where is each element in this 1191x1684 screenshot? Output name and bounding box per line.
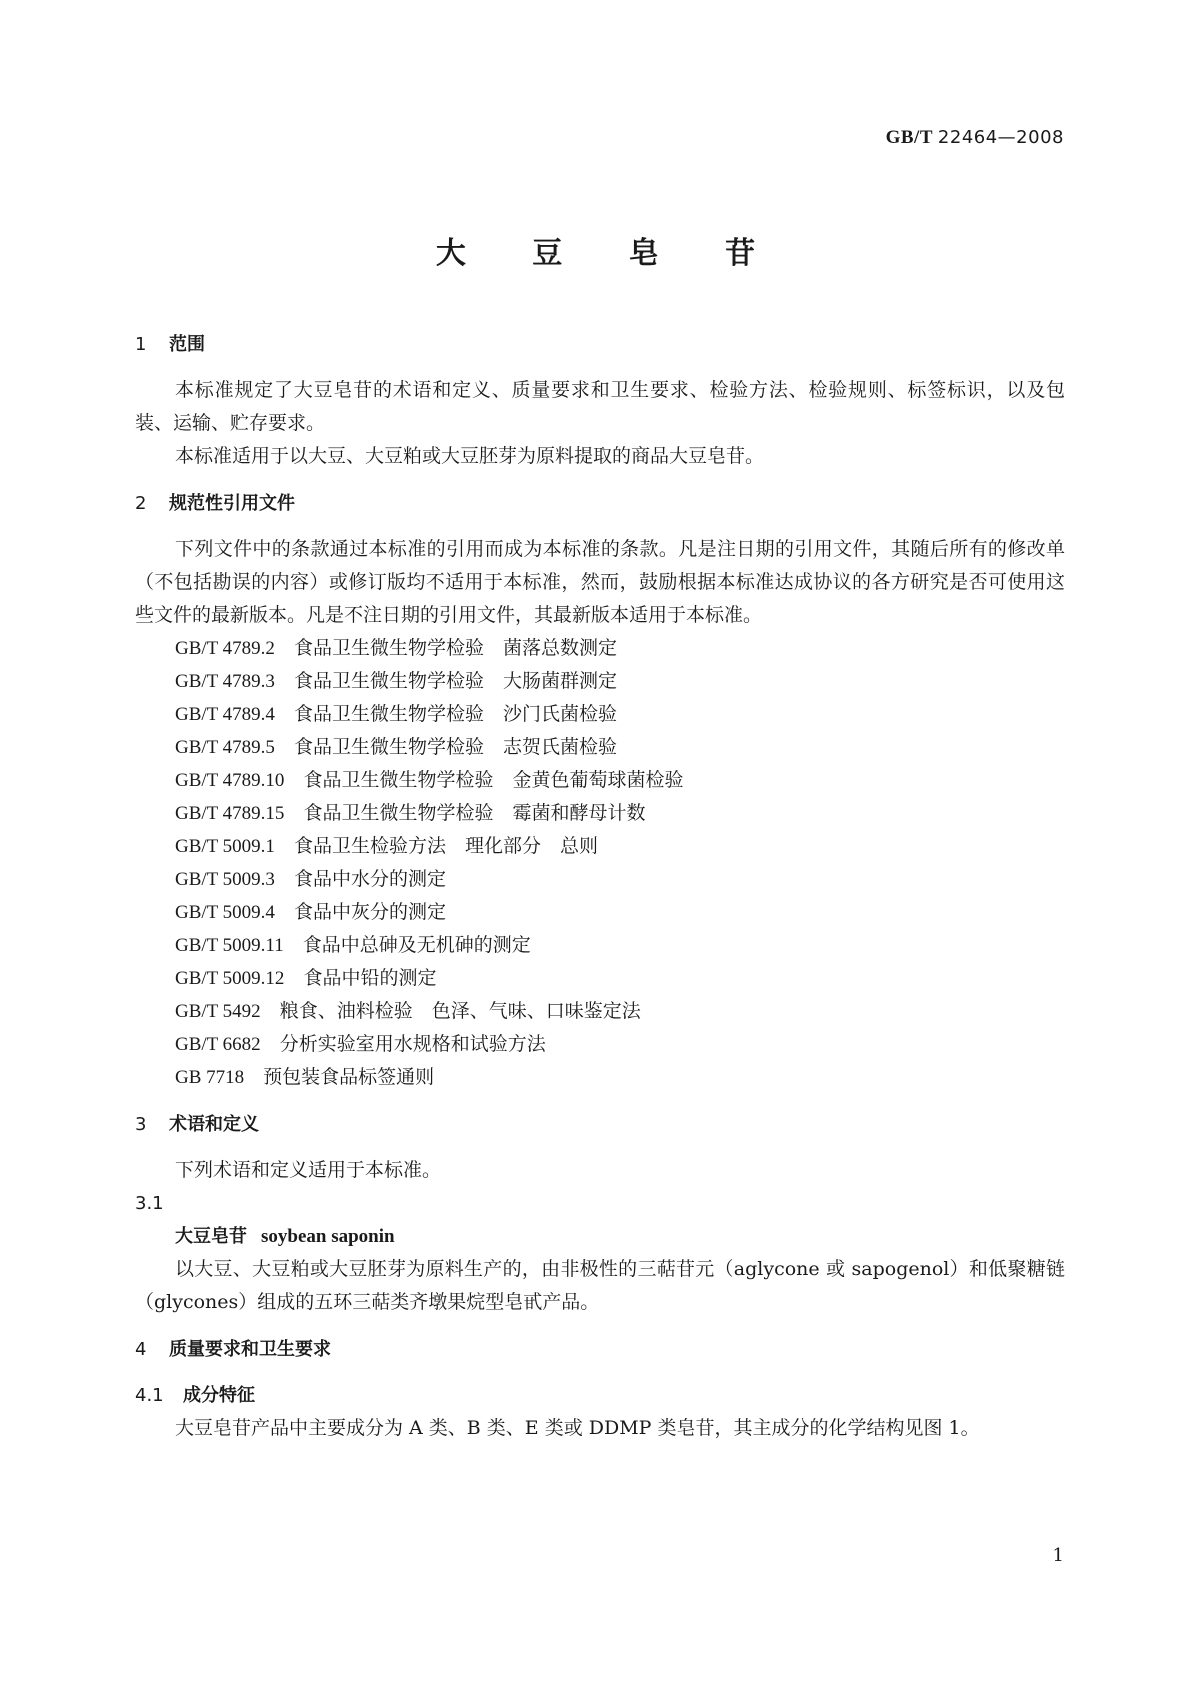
reference-item	[135, 929, 1065, 962]
term-english: soybean saponin	[261, 1226, 395, 1247]
reference-item	[135, 698, 1065, 731]
reference-title: 食品卫生微生物学检验 沙门氏菌检验	[293, 703, 617, 725]
section-number: 4	[135, 1339, 147, 1360]
section-1-heading	[135, 328, 1065, 361]
reference-code: GB/T 4789.5	[175, 737, 275, 758]
reference-title: 粮食、油料检验 色泽、气味、口味鉴定法	[279, 1000, 641, 1022]
reference-code: GB/T 5492	[175, 1001, 261, 1022]
reference-title: 食品卫生微生物学检验 志贺氏菌检验	[293, 736, 617, 758]
reference-title: 分析实验室用水规格和试验方法	[279, 1033, 546, 1055]
scope-paragraph-2: 本标准适用于以大豆、大豆粕或大豆胚芽为原料提取的商品大豆皂苷。	[175, 445, 765, 467]
document-body	[135, 328, 1065, 1445]
section-title: 规范性引用文件	[169, 493, 295, 514]
reference-item	[135, 896, 1065, 929]
section-number: 1	[135, 334, 147, 355]
reference-code: GB/T 5009.3	[175, 869, 275, 890]
reference-item	[135, 962, 1065, 995]
section-2-heading	[135, 487, 1065, 520]
reference-title: 食品卫生微生物学检验 菌落总数测定	[293, 637, 617, 659]
reference-code: GB/T 5009.11	[175, 935, 284, 956]
reference-code: GB/T 6682	[175, 1034, 261, 1055]
section-3-heading	[135, 1108, 1065, 1141]
reference-code: GB/T 4789.4	[175, 704, 275, 725]
page-number: 1	[1052, 1545, 1064, 1566]
reference-title: 食品卫生检验方法 理化部分 总则	[293, 835, 598, 857]
reference-title: 预包装食品标签通则	[263, 1066, 435, 1088]
subsection-4-1-heading	[135, 1379, 1065, 1412]
reference-item	[135, 1028, 1065, 1061]
reference-item	[135, 863, 1065, 896]
reference-item	[135, 995, 1065, 1028]
standard-code	[886, 127, 1064, 149]
section-number: 3	[135, 1114, 147, 1135]
references-intro: 下列文件中的条款通过本标准的引用而成为本标准的条款。凡是注日期的引用文件，其随后所有的修改单（不包括勘误的内容）或修订版均不适用于本标准，然而，鼓励根据本标准达成协议的各方研究是否可使用这些文件的最新版本。凡是不注日期的引用文件，其最新版本适用于本标准。	[135, 538, 1065, 626]
reference-code: GB/T 5009.4	[175, 902, 275, 923]
section-title: 术语和定义	[169, 1114, 259, 1135]
section-number: 2	[135, 493, 147, 514]
reference-title: 食品中总砷及无机砷的测定	[302, 934, 531, 956]
reference-code: GB/T 4789.10	[175, 770, 285, 791]
document-title: 大 豆 皂 苷	[435, 236, 784, 271]
reference-item	[135, 632, 1065, 665]
section-title: 范围	[169, 334, 205, 355]
reference-title: 食品卫生微生物学检验 大肠菌群测定	[293, 670, 617, 692]
subsection-number: 4.1	[135, 1385, 164, 1406]
reference-code: GB/T 4789.3	[175, 671, 275, 692]
reference-item	[135, 797, 1065, 830]
term-chinese: 大豆皂苷	[175, 1226, 247, 1247]
reference-item	[135, 665, 1065, 698]
standard-number: 22464—2008	[937, 127, 1064, 148]
reference-code: GB/T 5009.1	[175, 836, 275, 857]
reference-item	[135, 830, 1065, 863]
reference-code: GB/T 4789.15	[175, 803, 285, 824]
standard-prefix: GB/T	[885, 127, 933, 148]
reference-title: 食品中铅的测定	[303, 967, 437, 989]
section-title: 质量要求和卫生要求	[169, 1339, 331, 1360]
scope-paragraph-1: 本标准规定了大豆皂苷的术语和定义、质量要求和卫生要求、检验方法、检验规则、标签标识，以及包装、运输、贮存要求。	[135, 379, 1065, 434]
term-definition: 以大豆、大豆粕或大豆胚芽为原料生产的，由非极性的三萜苷元（aglycone 或 sapogenol）和低聚糖链（glycones）组成的五环三萜类齐墩果烷型皂甙产品。	[135, 1258, 1065, 1313]
term-entry	[135, 1220, 1065, 1253]
composition-paragraph: 大豆皂苷产品中主要成分为 A 类、B 类、E 类或 DDMP 类皂苷，其主成分的化学结构见图 1。	[175, 1417, 980, 1439]
reference-title: 食品中灰分的测定	[293, 901, 446, 923]
reference-code: GB 7718	[175, 1067, 245, 1088]
reference-item	[135, 764, 1065, 797]
reference-item	[135, 731, 1065, 764]
term-number: 3.1	[135, 1193, 164, 1214]
reference-item	[135, 1061, 1065, 1094]
reference-title: 食品卫生微生物学检验 霉菌和酵母计数	[303, 802, 646, 824]
reference-code: GB/T 4789.2	[175, 638, 275, 659]
reference-code: GB/T 5009.12	[175, 968, 285, 989]
section-4-heading	[135, 1333, 1065, 1366]
subsection-title: 成分特征	[183, 1385, 255, 1406]
reference-title: 食品卫生微生物学检验 金黄色葡萄球菌检验	[303, 769, 684, 791]
terms-intro: 下列术语和定义适用于本标准。	[175, 1159, 442, 1181]
reference-title: 食品中水分的测定	[293, 868, 446, 890]
